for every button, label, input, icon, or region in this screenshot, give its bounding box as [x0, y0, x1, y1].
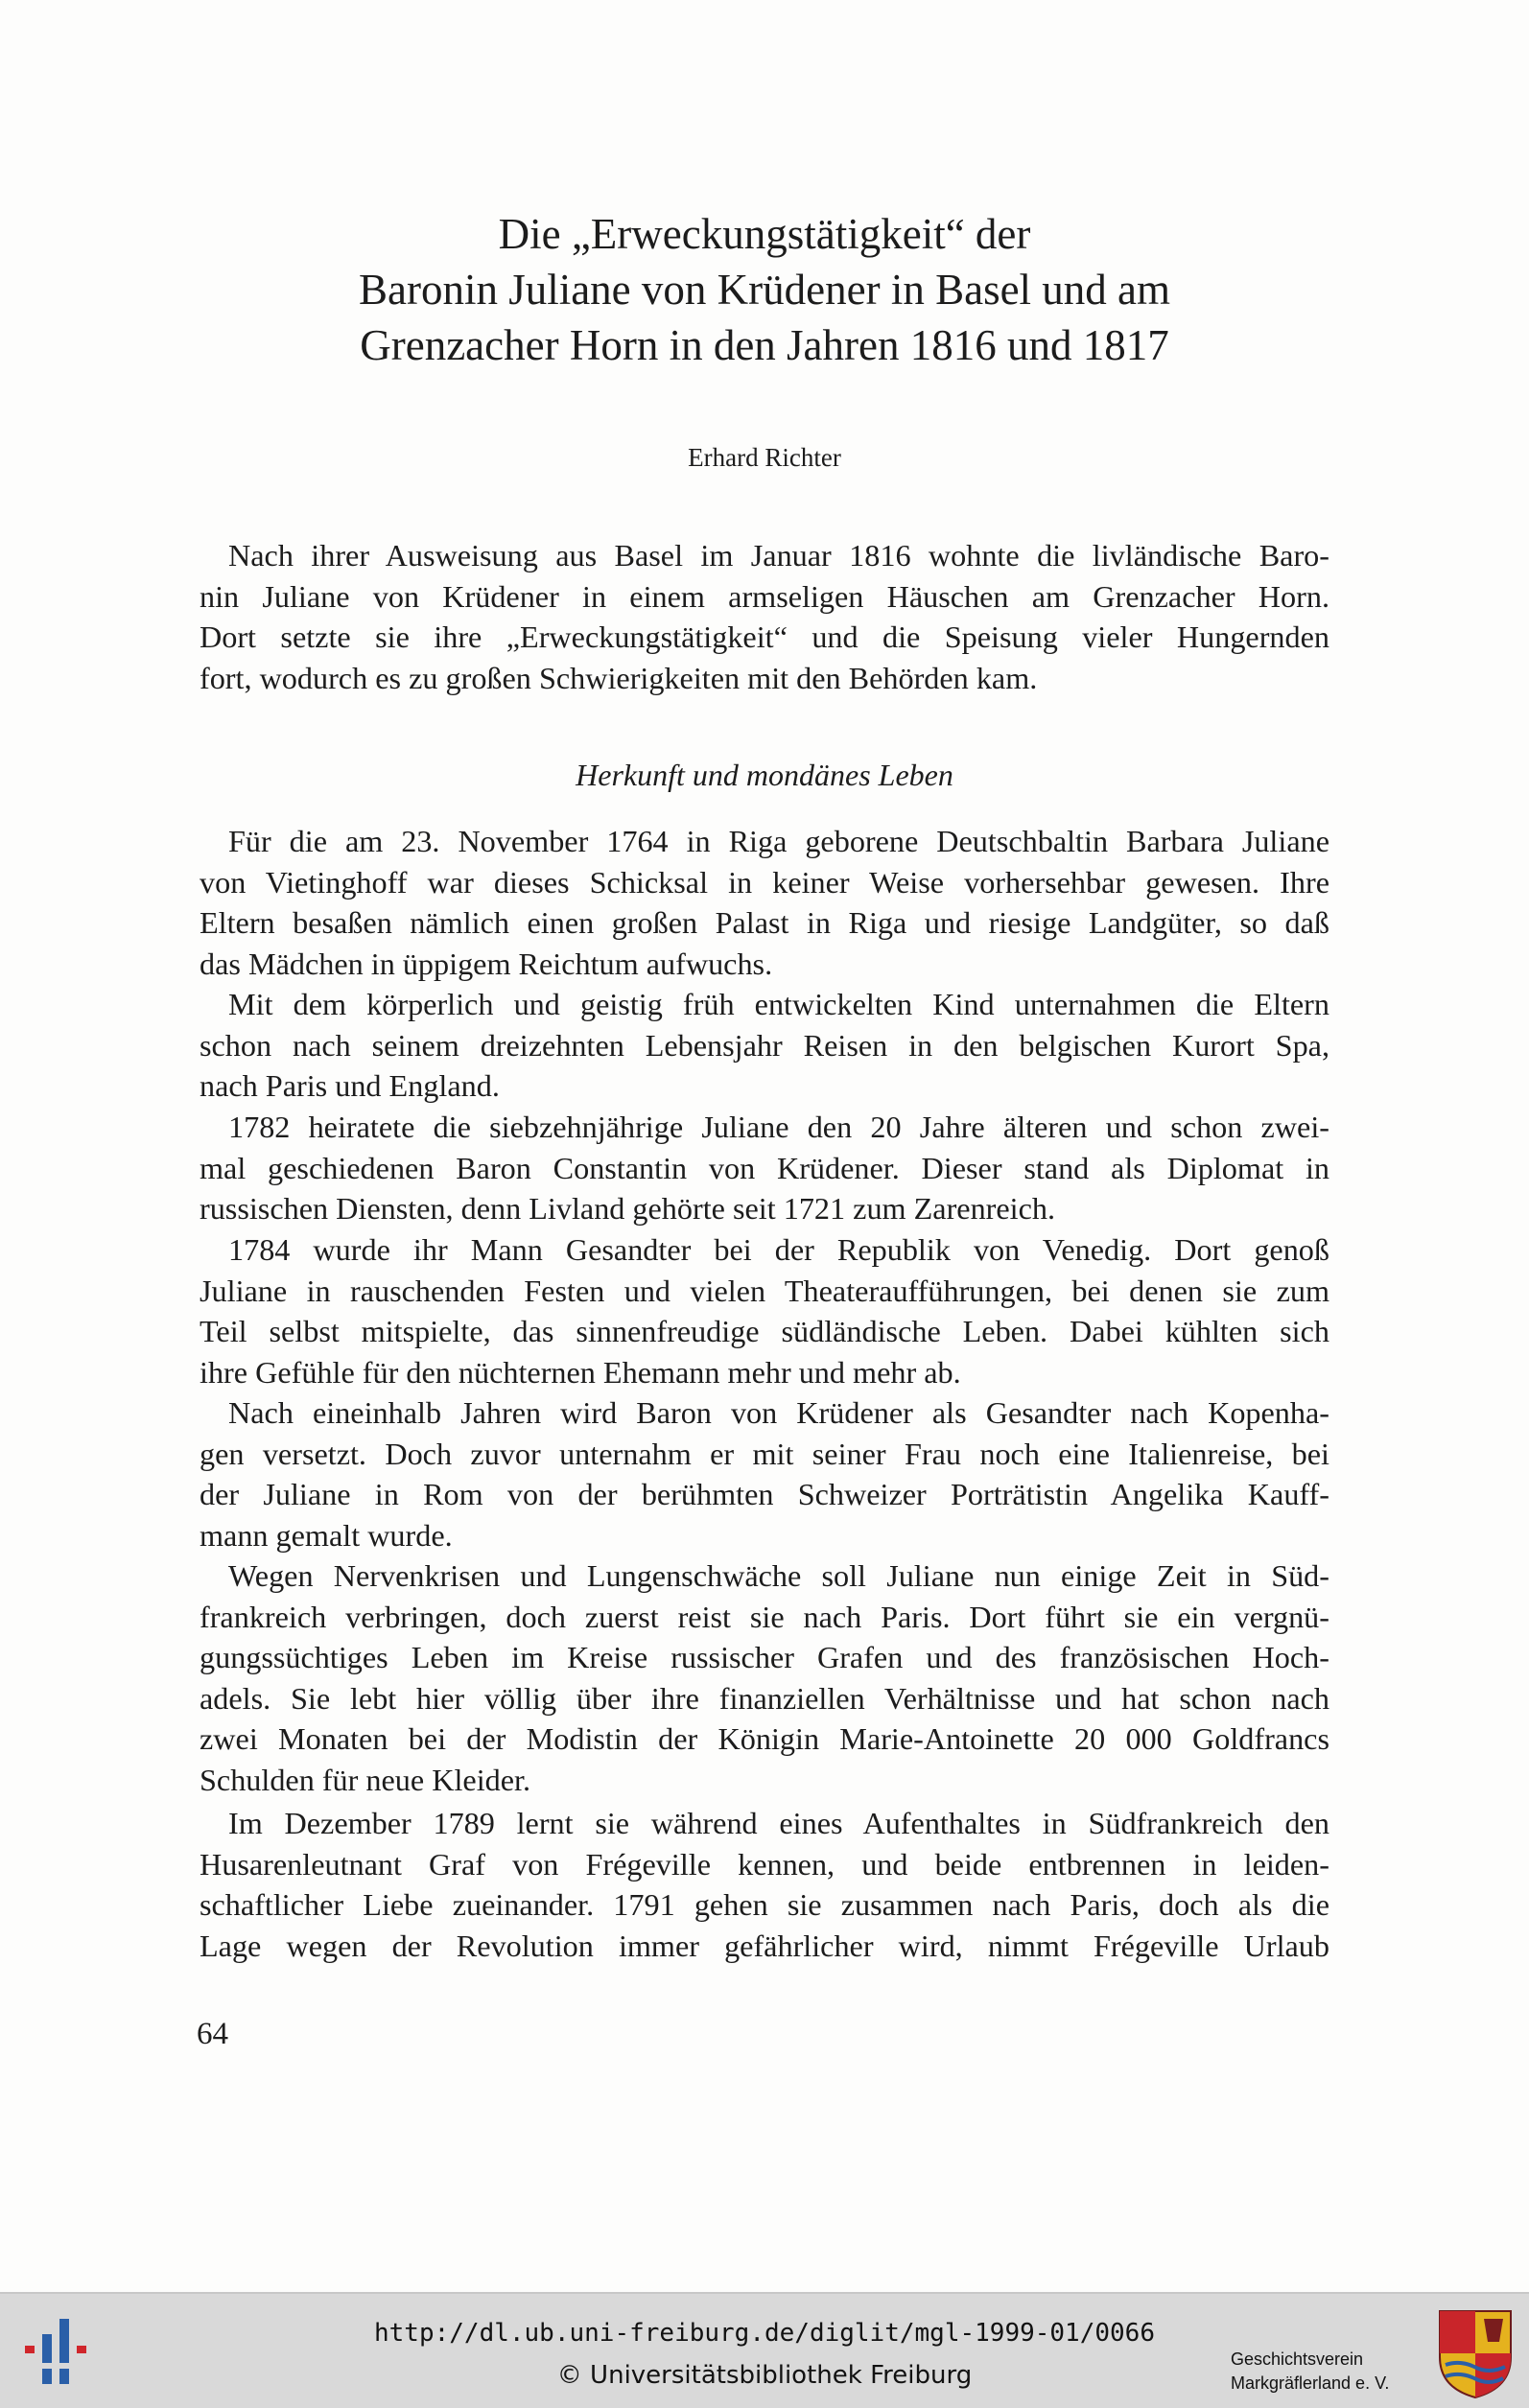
section-heading: Herkunft und mondänes Leben	[576, 758, 953, 792]
text-line: gungssüchtiges Leben im Kreise russischer Grafen und des französischen Hoch-	[200, 1640, 1329, 1674]
text-line: zwei Monaten bei der Modistin der Königin Marie-Antoinette 20 000 Goldfrancs	[200, 1721, 1329, 1756]
paragraph-1	[200, 821, 1329, 984]
text-line: Husarenleutnant Graf von Frégeville kennen, und beide entbrennen in leiden-	[200, 1846, 1329, 1882]
paragraph-4	[200, 1229, 1329, 1392]
text-line: Im Dezember 1789 lernt sie während eines Aufenthaltes in Südfrankreich den	[228, 1806, 1329, 1840]
intro-paragraph	[200, 535, 1329, 698]
text-line: 1782 heiratete die siebzehnjährige Juliane den 20 Jahre älteren und schon zwei-	[228, 1110, 1329, 1144]
article-title	[192, 206, 1337, 373]
title-line-2: Baronin Juliane von Krüdener in Basel und am	[358, 266, 1171, 314]
text-line: Schulden für neue Kleider.	[200, 1762, 531, 1797]
text-line: adels. Sie lebt hier völlig über ihre finanziellen Verhältnisse und hat schon nach	[200, 1680, 1329, 1716]
publisher-line-1: Geschichtsverein	[1231, 2350, 1364, 2369]
text-line: mal geschiedenen Baron Constantin von Krüdener. Dieser stand als Diplomat in	[200, 1150, 1329, 1185]
paragraph-6	[200, 1555, 1329, 1800]
text-line: Wegen Nervenkrisen und Lungenschwäche soll Juliane nun einige Zeit in Süd-	[228, 1558, 1329, 1593]
copyright-notice: © Universitätsbibliothek Freiburg	[556, 2361, 973, 2390]
text-line: mann gemalt wurde.	[200, 1517, 453, 1553]
paragraph-7	[200, 1803, 1329, 1966]
publisher-name	[1231, 2348, 1442, 2396]
page-number: 64	[197, 2017, 228, 2051]
paragraph-3	[200, 1107, 1329, 1229]
text-line: russischen Diensten, denn Livland gehörte seit 1721 zum Zarenreich.	[200, 1191, 1056, 1226]
text-line: frankreich verbringen, doch zuerst reist sie nach Paris. Dort führt sie ein vergnü-	[200, 1599, 1329, 1634]
text-line: nin Juliane von Krüdener in einem armseligen Häuschen am Grenzacher Horn.	[200, 578, 1329, 614]
text-line: Nach eineinhalb Jahren wird Baron von Krüdener als Gesandter nach Kopenha-	[228, 1395, 1329, 1430]
text-line: schon nach seinem dreizehnten Lebensjahr Reisen in den belgischen Kurort Spa,	[200, 1027, 1329, 1063]
text-line: ihre Gefühle für den nüchternen Ehemann mehr und mehr ab.	[200, 1354, 961, 1390]
text-line: fort, wodurch es zu großen Schwierigkeiten mit den Behörden kam.	[200, 660, 1038, 695]
paragraph-5	[200, 1392, 1329, 1555]
text-line: Eltern besaßen nämlich einen großen Palast in Riga und riesige Landgüter, so daß	[200, 905, 1329, 940]
paragraph-2	[200, 984, 1329, 1107]
publisher-line-2: Markgräflerland e. V.	[1231, 2373, 1390, 2393]
title-line-3: Grenzacher Horn in den Jahren 1816 und 1817	[360, 321, 1169, 369]
title-line-1: Die „Erweckungstätigkeit“ der	[498, 210, 1031, 258]
text-line: das Mädchen in üppigem Reichtum aufwuchs.	[200, 946, 773, 981]
author-name: Erhard Richter	[688, 443, 841, 472]
text-line: Teil selbst mitspielte, das sinnenfreudige südländische Leben. Dabei kühlten sich	[200, 1314, 1329, 1348]
text-line: 1784 wurde ihr Mann Gesandter bei der Republik von Venedig. Dort genoß	[228, 1232, 1329, 1267]
coat-of-arms-icon	[1436, 2307, 1515, 2399]
text-line: der Juliane in Rom von der berühmten Schweizer Porträtistin Angelika Kauff-	[200, 1477, 1329, 1511]
text-line: Lage wegen der Revolution immer gefährlicher wird, nimmt Frégeville Urlaub	[200, 1928, 1329, 1963]
document-url-link[interactable]: http://dl.ub.uni-freiburg.de/diglit/mgl-1999-01/0066	[374, 2319, 1155, 2348]
text-line: schaftlicher Liebe zueinander. 1791 gehen sie zusammen nach Paris, doch als die	[200, 1887, 1329, 1922]
text-line: nach Paris und England.	[200, 1068, 500, 1103]
text-line: Für die am 23. November 1764 in Riga geborene Deutschbaltin Barbara Juliane	[228, 824, 1329, 858]
text-line: Juliane in rauschenden Festen und vielen Theateraufführungen, bei denen sie zum	[200, 1273, 1329, 1308]
text-line: gen versetzt. Doch zuvor unternahm er mit seiner Frau noch eine Italienreise, bei	[200, 1436, 1329, 1471]
text-line: von Vietinghoff war dieses Schicksal in keiner Weise vorhersehbar gewesen. Ihre	[200, 864, 1329, 900]
text-line: Dort setzte sie ihre „Erweckungstätigkeit“ und die Speisung vieler Hungernden	[200, 620, 1329, 654]
text-line: Nach ihrer Ausweisung aus Basel im Januar 1816 wohnte die livländische Baro-	[228, 538, 1329, 573]
viewer-footer	[0, 2292, 1529, 2408]
text-line: Mit dem körperlich und geistig früh entwickelten Kind unternahmen die Eltern	[228, 987, 1329, 1021]
